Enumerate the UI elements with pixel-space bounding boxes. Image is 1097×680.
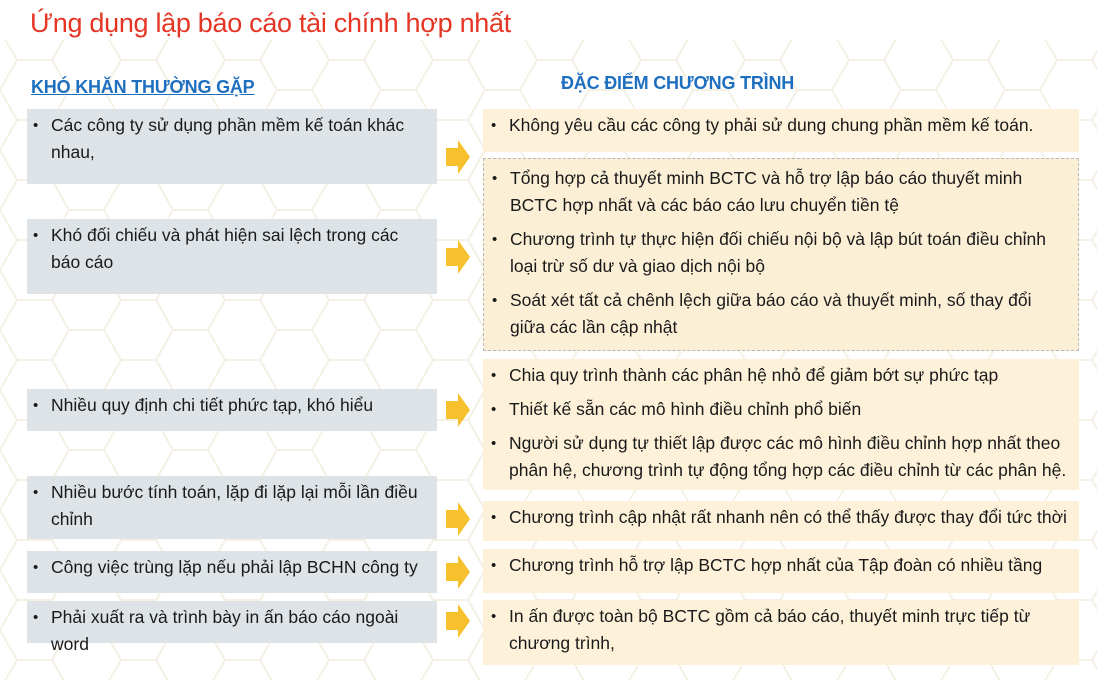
challenge-box [27, 389, 437, 431]
feature-box [483, 501, 1079, 541]
feature-box [483, 359, 1079, 490]
arrow-right-icon [446, 140, 470, 174]
feature-box [483, 158, 1079, 351]
feature-box [483, 109, 1079, 152]
challenge-text: • Nhiều bước tính toán, lặp đi lặp lại mỗi lần điều chỉnh [51, 479, 429, 533]
arrow-right-icon [446, 502, 470, 536]
challenge-text: • Công việc trùng lặp nếu phải lập BCHN công ty [51, 554, 429, 581]
challenge-box [27, 476, 437, 539]
feature-item: • Không yêu cầu các công ty phải sử dung chung phần mềm kế toán. [509, 112, 1071, 139]
challenges-header: KHÓ KHĂN THƯỜNG GẶP [31, 77, 255, 97]
arrow-right-icon [446, 393, 470, 427]
feature-item: • Soát xét tất cả chênh lệch giữa báo cáo và thuyết minh, số thay đổi giữa các lần cập nhật [510, 287, 1070, 341]
feature-item: • Thiết kế sẵn các mô hình điều chỉnh phổ biến [509, 396, 1071, 423]
challenge-text: • Nhiều quy định chi tiết phức tạp, khó hiểu [51, 392, 429, 419]
challenge-text: • Khó đối chiếu và phát hiện sai lệch trong các báo cáo [51, 222, 429, 276]
feature-item: • Chương trình hỗ trợ lập BCTC hợp nhất của Tập đoàn có nhiều tầng [509, 552, 1071, 579]
challenge-box [27, 551, 437, 593]
arrow-right-icon [446, 555, 470, 589]
features-header: ĐẶC ĐIỂM CHƯƠNG TRÌNH [561, 73, 795, 93]
arrow-right-icon [446, 240, 470, 274]
challenge-box [27, 219, 437, 294]
feature-item: • Chương trình cập nhật rất nhanh nên có thể thấy được thay đổi tức thời [509, 504, 1071, 531]
feature-item: • Tổng hợp cả thuyết minh BCTC và hỗ trợ lập báo cáo thuyết minh BCTC hợp nhất và các báo cáo lưu chuyển tiền tệ [510, 165, 1070, 219]
challenge-box [27, 109, 437, 184]
feature-box [483, 549, 1079, 593]
feature-item: • Chương trình tự thực hiện đối chiếu nội bộ và lập bút toán điều chỉnh loại trừ số dư và giao dịch nội bộ [510, 226, 1070, 280]
challenge-text: • Phải xuất ra và trình bày in ấn báo cáo ngoài word [51, 604, 429, 658]
feature-box [483, 600, 1079, 665]
challenge-box [27, 601, 437, 654]
page-title: Ứng dụng lập báo cáo tài chính hợp nhất [30, 8, 511, 38]
feature-item: • In ấn được toàn bộ BCTC gồm cả báo cáo, thuyết minh trực tiếp từ chương trình, [509, 603, 1071, 657]
feature-item: • Người sử dụng tự thiết lập được các mô hình điều chỉnh hợp nhất theo phân hệ, chương trình tự động tổng hợp các điều chỉnh từ các phân hệ. [509, 430, 1071, 484]
challenge-text: • Các công ty sử dụng phần mềm kế toán khác nhau, [51, 112, 429, 166]
feature-item: • Chia quy trình thành các phân hệ nhỏ để giảm bớt sự phức tạp [509, 362, 1071, 389]
arrow-right-icon [446, 604, 470, 638]
